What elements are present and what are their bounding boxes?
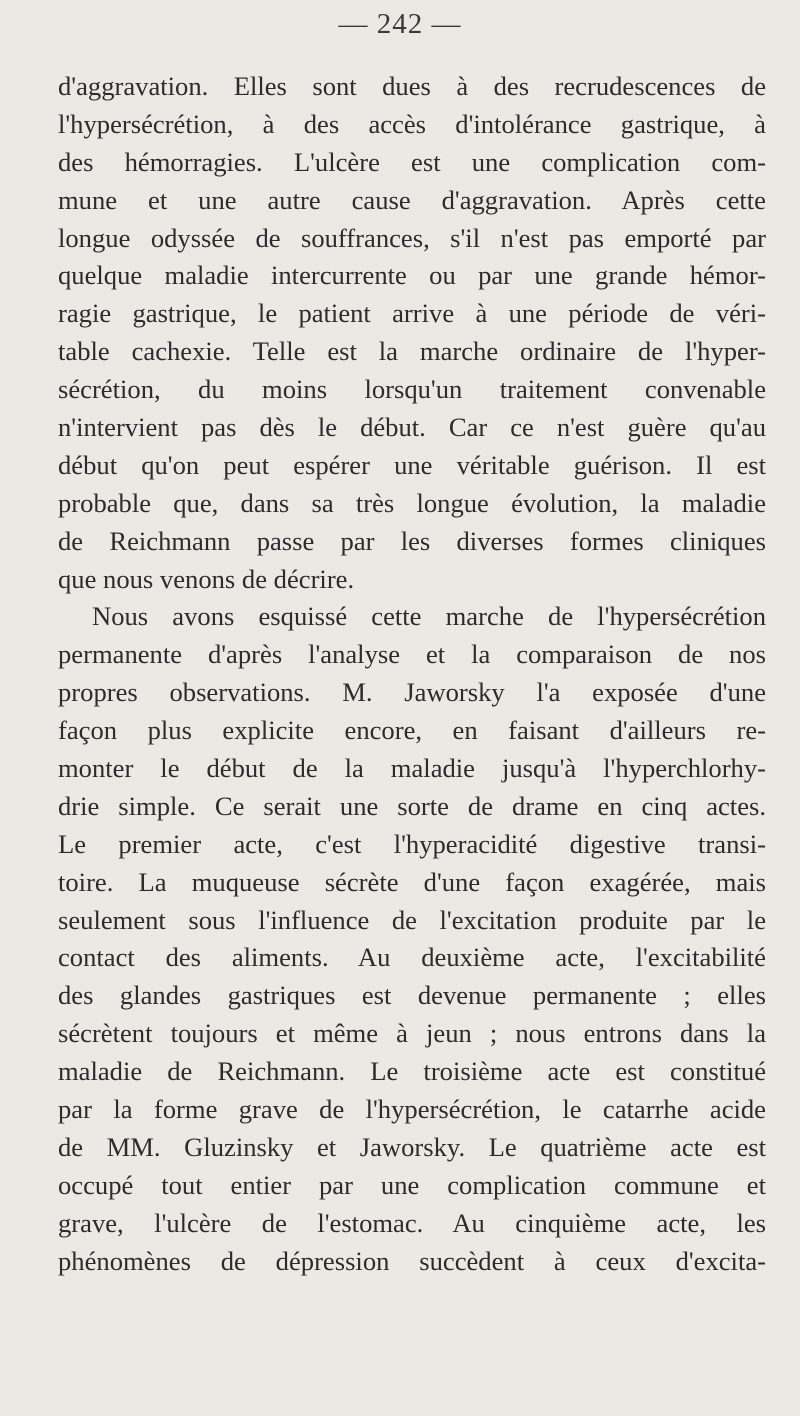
- text-line: ragie gastrique, le patient arrive à une période de véri-: [58, 298, 766, 329]
- text-line: sécrètent toujours et même à jeun ; nous entrons dans la: [58, 1018, 766, 1049]
- text-line: Le premier acte, c'est l'hyperacidité digestive transi-: [58, 828, 766, 859]
- text-line: des glandes gastriques est devenue permanente ; elles: [58, 980, 766, 1011]
- page-number: — 242 —: [338, 8, 462, 40]
- text-line: drie simple. Ce serait une sorte de drame en cinq actes.: [58, 790, 766, 821]
- text-line: n'intervient pas dès le début. Car ce n'est guère qu'au: [58, 412, 766, 443]
- text-line: quelque maladie intercurrente ou par une grande hémor-: [58, 260, 766, 291]
- text-line: d'aggravation. Elles sont dues à des recrudescences de: [58, 71, 766, 101]
- paragraph-1: [58, 68, 766, 598]
- text-line: mune et une autre cause d'aggravation. Après cette: [58, 184, 766, 215]
- text-line: maladie de Reichmann. Le troisième acte est constitué: [58, 1056, 766, 1087]
- text-line: façon plus explicite encore, en faisant d'ailleurs re-: [58, 715, 766, 746]
- text-line: phénomènes de dépression succèdent à ceux d'excita-: [58, 1245, 766, 1276]
- text-line: sécrétion, du moins lorsqu'un traitement convenable: [58, 374, 766, 405]
- text-line: probable que, dans sa très longue évolution, la maladie: [58, 487, 766, 518]
- text-line: toire. La muqueuse sécrète d'une façon exagérée, mais: [58, 866, 766, 897]
- text-line: permanente d'après l'analyse et la comparaison de nos: [58, 639, 766, 670]
- text-line: grave, l'ulcère de l'estomac. Au cinquième acte, les: [58, 1207, 766, 1238]
- text-line: début qu'on peut espérer une véritable guérison. Il est: [58, 449, 766, 480]
- text-line: par la forme grave de l'hypersécrétion, le catarrhe acide: [58, 1094, 766, 1125]
- text-line: l'hypersécrétion, à des accès d'intolérance gastrique, à: [58, 108, 766, 139]
- text-line: seulement sous l'influence de l'excitation produite par le: [58, 904, 766, 935]
- text-line: longue odyssée de souffrances, s'il n'est pas emporté par: [58, 222, 766, 253]
- text-line: de MM. Gluzinsky et Jaworsky. Le quatrième acte est: [58, 1131, 766, 1162]
- text-line: contact des aliments. Au deuxième acte, l'excitabilité: [58, 942, 766, 973]
- text-line: propres observations. M. Jaworsky l'a exposée d'une: [58, 677, 766, 708]
- text-line: Nous avons esquissé cette marche de l'hypersécrétion: [92, 601, 766, 632]
- text-line: que nous venons de décrire.: [58, 563, 355, 594]
- text-line: monter le début de la maladie jusqu'à l'hyperchlorhy-: [58, 753, 766, 784]
- text-line: occupé tout entier par une complication commune et: [58, 1169, 766, 1200]
- body-text: [58, 68, 766, 1281]
- paragraph-2: [58, 598, 766, 1280]
- text-line: de Reichmann passe par les diverses formes cliniques: [58, 525, 766, 556]
- text-line: des hémorragies. L'ulcère est une complication com-: [58, 146, 766, 177]
- text-line: table cachexie. Telle est la marche ordinaire de l'hyper-: [58, 336, 766, 367]
